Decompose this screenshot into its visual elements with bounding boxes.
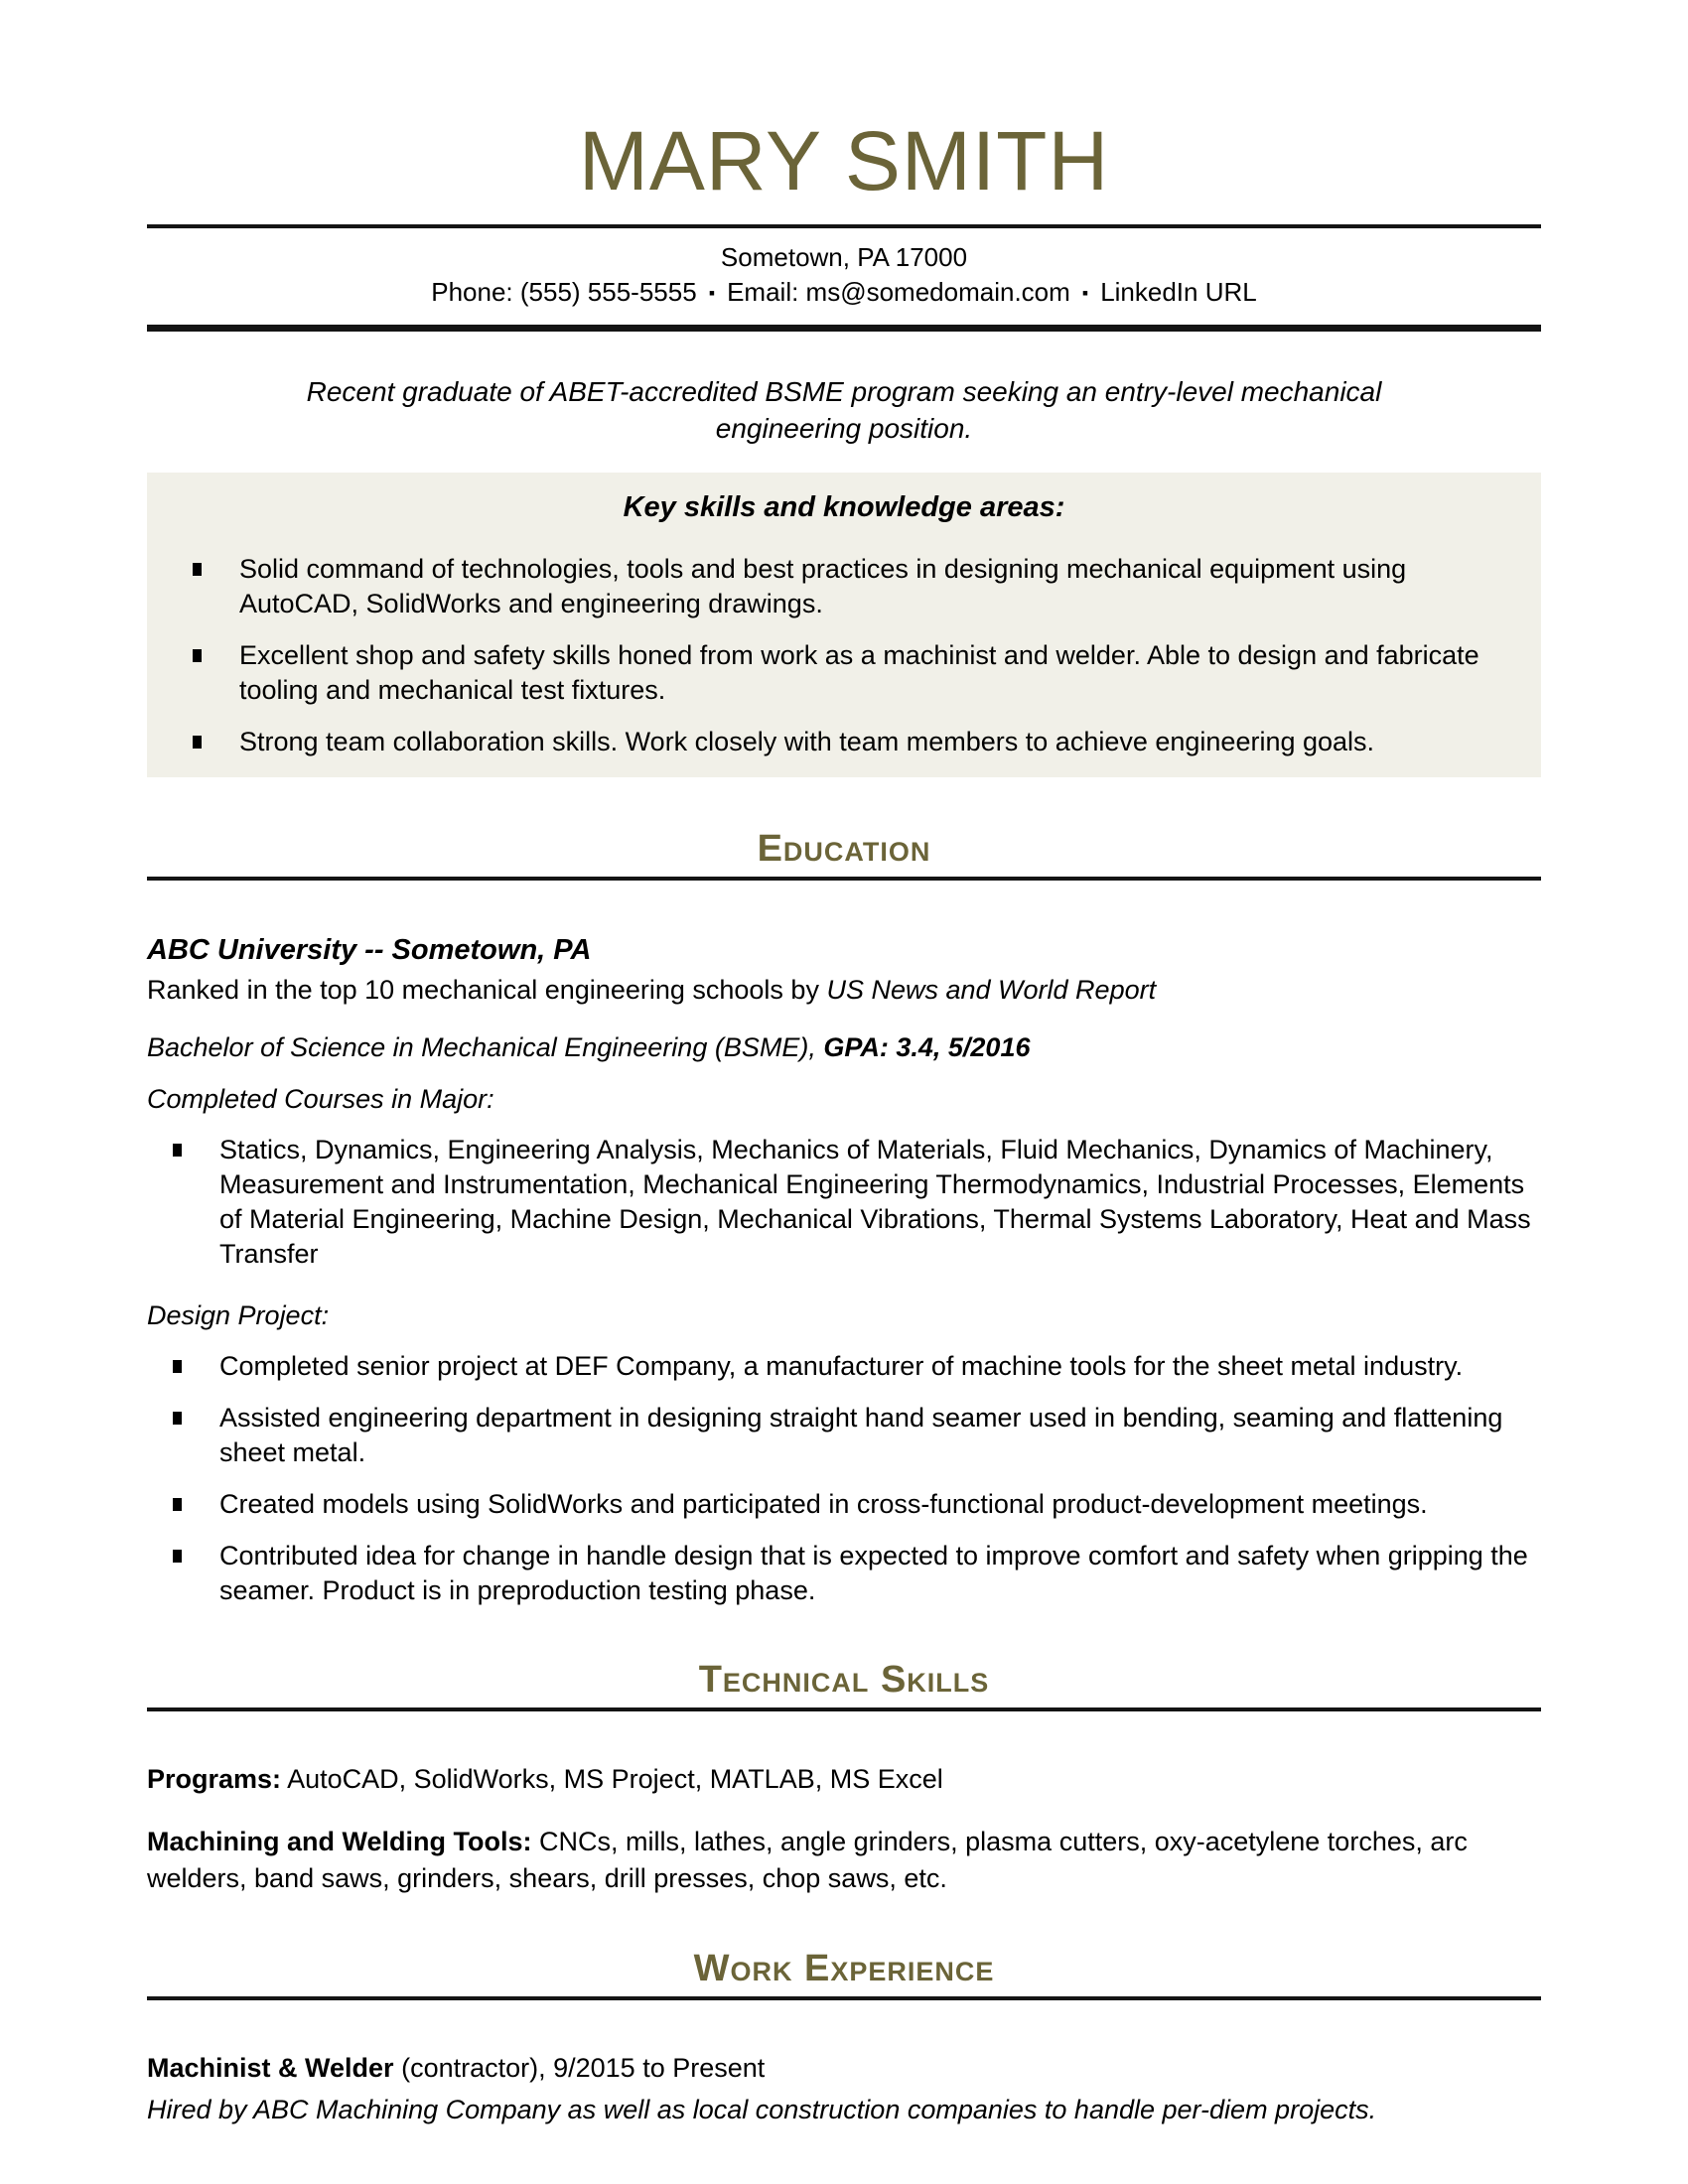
job-title: Machinist & Welder — [147, 2053, 394, 2083]
linkedin-text: LinkedIn URL — [1100, 277, 1257, 307]
header-top-divider — [147, 224, 1541, 228]
section-divider — [147, 1996, 1541, 2000]
phone-text: Phone: (555) 555-5555 — [431, 277, 697, 307]
tools-line — [147, 1824, 1541, 1897]
key-skills-box — [147, 473, 1541, 777]
square-bullet-icon — [173, 1412, 182, 1425]
resume-header — [147, 114, 1541, 332]
courses-heading: Completed Courses in Major: — [147, 1084, 494, 1114]
square-bullet-icon — [173, 1144, 182, 1157]
email-text: Email: ms@somedomain.com — [727, 277, 1070, 307]
work-experience-heading: Work Experience — [693, 1948, 995, 1989]
design-project-heading: Design Project: — [147, 1300, 330, 1330]
list-item: Excellent shop and safety skills honed from work as a machinist and welder. Able to design and fabricate tooling and mechanical test fixtures. — [189, 638, 1499, 708]
programs-value: AutoCAD, SolidWorks, MS Project, MATLAB, MS Excel — [287, 1764, 943, 1794]
candidate-name: MARY SMITH — [578, 114, 1110, 207]
design-project-list — [147, 1349, 1541, 1608]
square-bullet-icon — [173, 1550, 182, 1563]
gpa-text: GPA: 3.4, 5/2016 — [823, 1032, 1031, 1062]
section-education — [147, 829, 1541, 1608]
job-title-line — [147, 2050, 1541, 2087]
contact-block — [147, 240, 1541, 311]
job-meta: (contractor), 9/2015 to Present — [401, 2053, 766, 2083]
contact-line — [147, 275, 1541, 311]
square-bullet-icon — [193, 649, 202, 662]
key-skills-list — [189, 552, 1499, 759]
key-skills-heading: Key skills and knowledge areas: — [623, 491, 1065, 523]
square-bullet-icon — [193, 563, 202, 576]
ranking-source: US News and World Report — [826, 975, 1157, 1005]
square-separator-icon: ▪ — [708, 283, 716, 303]
list-item: Contributed idea for change in handle design that is expected to improve comfort and safety when gripping the seamer. Product is in preproduction testing phase. — [147, 1539, 1541, 1608]
section-divider — [147, 877, 1541, 881]
education-heading: Education — [757, 828, 931, 870]
list-item: Created models using SolidWorks and participated in cross-functional product-development meetings. — [147, 1487, 1541, 1522]
degree-line: Bachelor of Science in Mechanical Engineering (BSME), GPA: 3.4, 5/2016 — [147, 1032, 1031, 1062]
programs-line — [147, 1761, 1541, 1798]
square-separator-icon: ▪ — [1081, 283, 1089, 303]
list-item: Strong team collaboration skills. Work closely with team members to achieve engineering goals. — [189, 725, 1499, 759]
tools-label: Machining and Welding Tools: — [147, 1827, 532, 1856]
school-line: ABC University -- Sometown, PA — [147, 934, 592, 966]
section-work-experience — [147, 1949, 1541, 2128]
tools-value: CNCs, mills, lathes, angle grinders, plasma cutters, oxy-acetylene torches, arc welders, band saws, grinders, shears, drill presses, chop saws, etc. — [147, 1827, 1468, 1893]
list-item: Assisted engineering department in designing straight hand seamer used in bending, seaming and flattening sheet metal. — [147, 1401, 1541, 1470]
programs-label: Programs: — [147, 1764, 282, 1794]
objective-text: Recent graduate of ABET-accredited BSME program seeking an entry-level mechanical engineering position. — [306, 376, 1382, 444]
section-technical-skills — [147, 1660, 1541, 1897]
list-item: Solid command of technologies, tools and best practices in designing mechanical equipment using AutoCAD, SolidWorks and engineering drawings. — [189, 552, 1499, 621]
courses-list — [147, 1133, 1541, 1272]
list-item: Statics, Dynamics, Engineering Analysis, Mechanics of Materials, Fluid Mechanics, Dynamics of Machinery, Measurement and Instrumentation, Mechanical Engineering Thermodynamics, Industrial Processes, Elements of Material Engineering, Machine Design, Mechanical Vibrations, Thermal Systems Laboratory, Heat and Mass Transfer — [147, 1133, 1541, 1272]
section-divider — [147, 1707, 1541, 1711]
header-bottom-divider — [147, 325, 1541, 332]
job-description: Hired by ABC Machining Company as well as local construction companies to handle per-diem projects. — [147, 2095, 1377, 2124]
square-bullet-icon — [173, 1360, 182, 1373]
school-ranking-line: Ranked in the top 10 mechanical engineering schools by US News and World Report — [147, 975, 1157, 1005]
square-bullet-icon — [193, 736, 202, 749]
square-bullet-icon — [173, 1498, 182, 1511]
list-item: Completed senior project at DEF Company, a manufacturer of machine tools for the sheet metal industry. — [147, 1349, 1541, 1384]
technical-skills-heading: Technical Skills — [698, 1659, 990, 1701]
location-text: Sometown, PA 17000 — [720, 242, 968, 272]
